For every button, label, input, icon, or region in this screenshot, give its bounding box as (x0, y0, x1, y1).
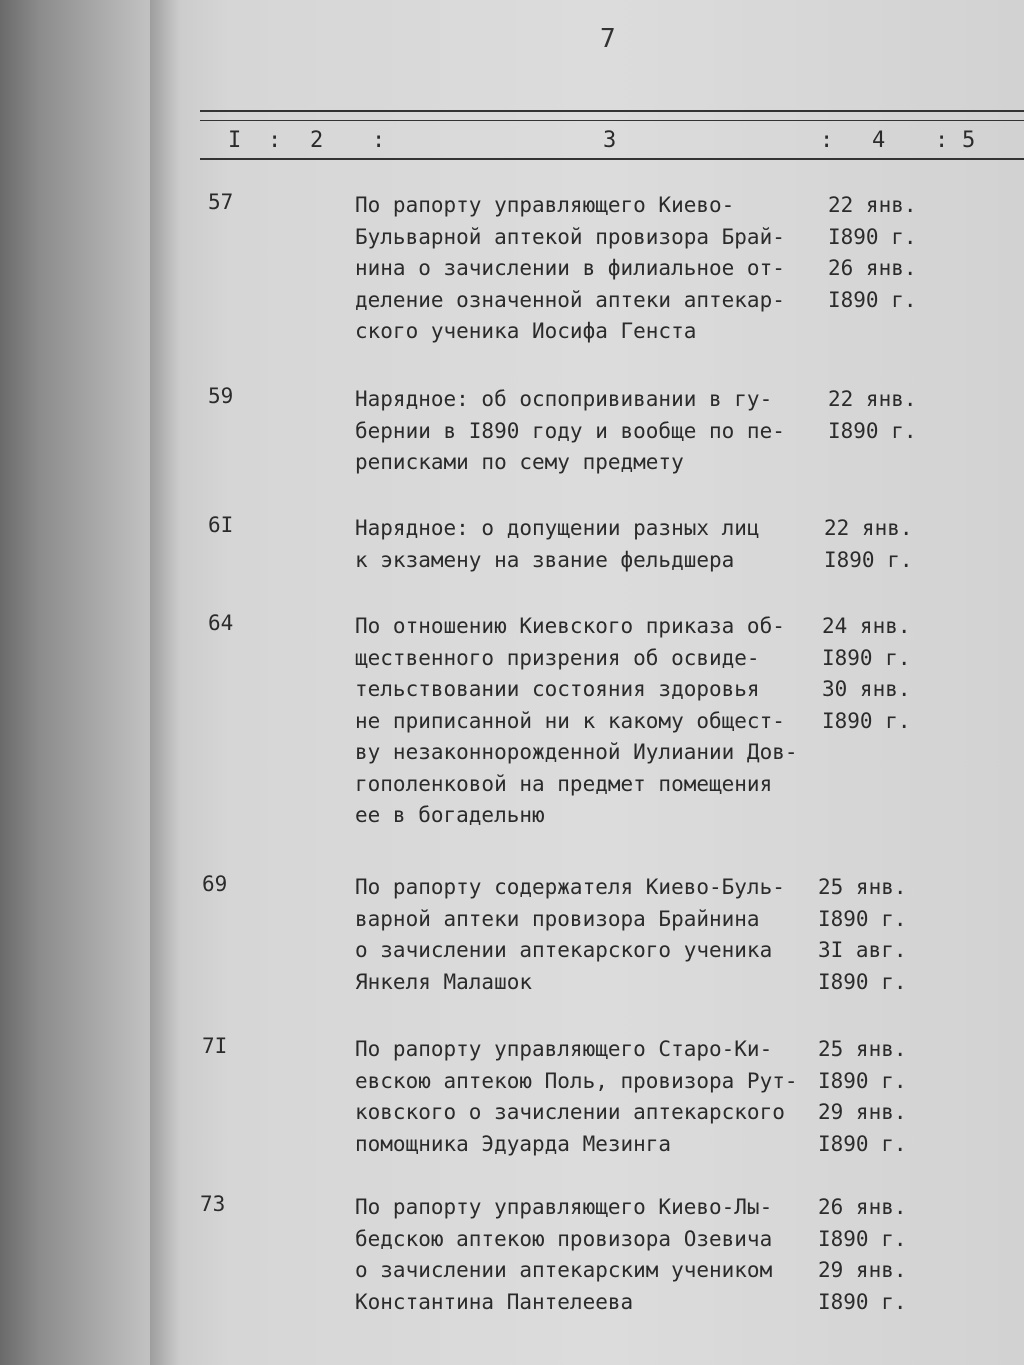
entry-description: По рапорту управляющего Старо-Ки- евскою аптекою Поль, провизора Рут- ковского о зачислении аптекарского помощника Эдуарда Мезинга (355, 1037, 798, 1156)
entry-description: По рапорту управляющего Киево-Лы- бедскою аптекою провизора Озевича о зачислении аптекарским учеником Константина Пантелеева (355, 1195, 773, 1314)
column-header-1: I (228, 128, 242, 153)
table-header-rule-bottom (200, 158, 1024, 160)
column-header-separator: : (268, 128, 282, 153)
entry-number: 69 (202, 872, 228, 896)
entry-number: 64 (208, 611, 234, 635)
column-header-separator: : (820, 128, 834, 153)
entry-description: По отношению Киевского приказа об- щественного призрения об освиде- тельствовании состояния здоровья не приписанной ни к какому общест- ву незаконнорожденной Иулиании Дов- гополенковой на предмет помещения ее в богадельню (355, 614, 798, 827)
column-header-5: 5 (962, 128, 976, 153)
entry-dates: 25 янв. I890 г. 3I авг. I890 г. (818, 875, 907, 994)
column-header-2: 2 (310, 128, 324, 153)
entry-dates: 26 янв. I890 г. 29 янв. I890 г. (818, 1195, 907, 1314)
entry-dates: 25 янв. I890 г. 29 янв. I890 г. (818, 1037, 907, 1156)
page-fold-shadow (150, 0, 180, 1365)
column-header-separator: : (935, 128, 949, 153)
facing-page-edge (0, 0, 160, 1365)
entry-dates: 22 янв. I890 г. 26 янв. I890 г. (828, 193, 917, 312)
entry-dates: 22 янв. I890 г. (828, 387, 917, 443)
entry-dates: 22 янв. I890 г. (824, 516, 913, 572)
entry-description: По рапорту содержателя Киево-Буль- варной аптеки провизора Брайнина о зачислении аптекарского ученика Янкеля Малашок (355, 875, 785, 994)
entry-description: Нарядное: об оспопрививании в гу- бернии в I890 году и вообще по пе- реписками по сему предмету (355, 387, 785, 474)
entry-number: 7I (202, 1034, 228, 1058)
entry-number: 59 (208, 384, 234, 408)
entry-number: 73 (200, 1192, 226, 1216)
page-number: 7 (600, 24, 616, 54)
entry-number: 6I (208, 513, 234, 537)
entry-dates: 24 янв. I890 г. 30 янв. I890 г. (822, 614, 911, 733)
entry-description: Нарядное: о допущении разных лиц к экзамену на звание фельдшера (355, 516, 760, 572)
table-header-rule-top-thin (200, 120, 1024, 121)
table-header-rule-top (200, 110, 1024, 112)
column-header-separator: : (372, 128, 386, 153)
column-header-3: 3 (603, 128, 617, 153)
entry-number: 57 (208, 190, 234, 214)
entry-description: По рапорту управляющего Киево- Бульварной аптекой провизора Брай- нина о зачислении в филиальное от- деление означенной аптеки аптекар- ского ученика Иосифа Генста (355, 193, 785, 343)
column-header-4: 4 (872, 128, 886, 153)
